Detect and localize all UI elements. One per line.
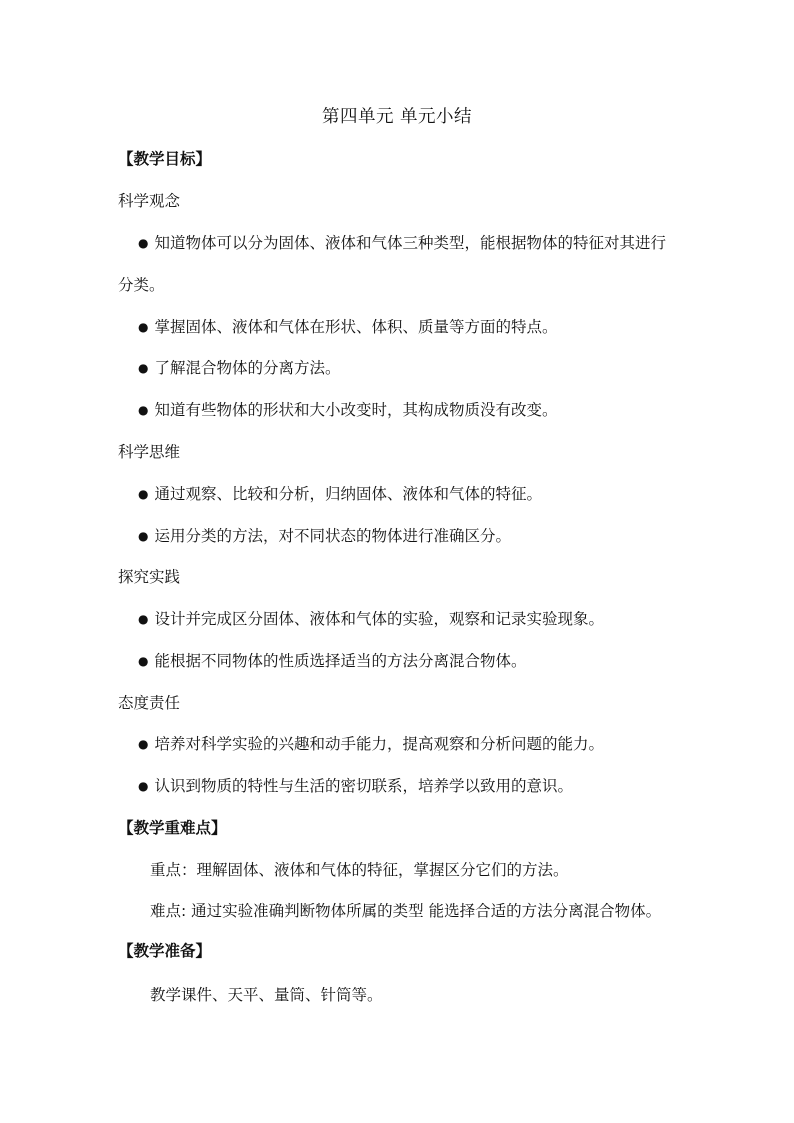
bullet-icon: ● xyxy=(138,487,149,501)
objective-item xyxy=(138,775,698,797)
objective-text: 掌握固体、液体和气体在形状、体积、质量等方面的特点。 xyxy=(154,318,558,336)
objective-item xyxy=(138,357,698,379)
bullet-icon: ● xyxy=(138,654,149,668)
objective-text: 培养对科学实验的兴趣和动手能力，提高观察和分析问题的能力。 xyxy=(154,735,604,753)
bullet-icon: ● xyxy=(138,403,149,417)
subsection-label-attitude-responsibility: 态度责任 xyxy=(118,694,181,712)
bullet-icon: ● xyxy=(138,320,149,334)
objective-text: 通过观察、比较和分析，归纳固体、液体和气体的特征。 xyxy=(154,485,542,503)
preparation-text: 教学课件、天平、量筒、针筒等。 xyxy=(150,986,383,1004)
objective-text: 知道有些物体的形状和大小改变时，其构成物质没有改变。 xyxy=(154,401,558,419)
objective-text: 知道物体可以分为固体、液体和气体三种类型，能根据物体的特征对其进行 xyxy=(154,234,666,252)
objective-text: 设计并完成区分固体、液体和气体的实验，观察和记录实验现象。 xyxy=(154,610,604,628)
objective-item xyxy=(138,316,698,338)
objective-item xyxy=(138,733,698,755)
objective-item xyxy=(138,232,698,254)
objective-item xyxy=(138,483,698,505)
subsection-label-inquiry-practice: 探究实践 xyxy=(118,568,181,586)
objective-text: 能根据不同物体的性质选择适当的方法分离混合物体。 xyxy=(154,652,527,670)
subsection-label-science-thinking: 科学思维 xyxy=(118,443,181,461)
objective-item xyxy=(138,608,698,630)
section-heading-key-points: 【教学重难点】 xyxy=(118,819,227,837)
bullet-icon: ● xyxy=(138,361,149,375)
bullet-icon: ● xyxy=(138,236,149,250)
section-heading-objectives: 【教学目标】 xyxy=(118,150,212,168)
objective-text: 认识到物质的特性与生活的密切联系，培养学以致用的意识。 xyxy=(154,777,573,795)
bullet-icon: ● xyxy=(138,612,149,626)
objective-continuation: 分类。 xyxy=(118,276,165,294)
section-heading-preparation: 【教学准备】 xyxy=(118,942,212,960)
objective-item xyxy=(138,399,698,421)
bullet-icon: ● xyxy=(138,737,149,751)
objective-item xyxy=(138,525,698,547)
key-point-text: 重点：理解固体、液体和气体的特征，掌握区分它们的方法。 xyxy=(150,861,569,879)
subsection-label-science-concept: 科学观念 xyxy=(118,192,181,210)
objective-text: 了解混合物体的分离方法。 xyxy=(154,359,341,377)
objective-text: 运用分类的方法，对不同状态的物体进行准确区分。 xyxy=(154,527,511,545)
objective-item xyxy=(138,650,698,672)
bullet-icon: ● xyxy=(138,779,149,793)
difficult-point-text: 难点: 通过实验准确判断物体所属的类型 能选择合适的方法分离混合物体。 xyxy=(150,902,662,920)
bullet-icon: ● xyxy=(138,529,149,543)
page-title: 第四单元 单元小结 xyxy=(321,107,473,127)
